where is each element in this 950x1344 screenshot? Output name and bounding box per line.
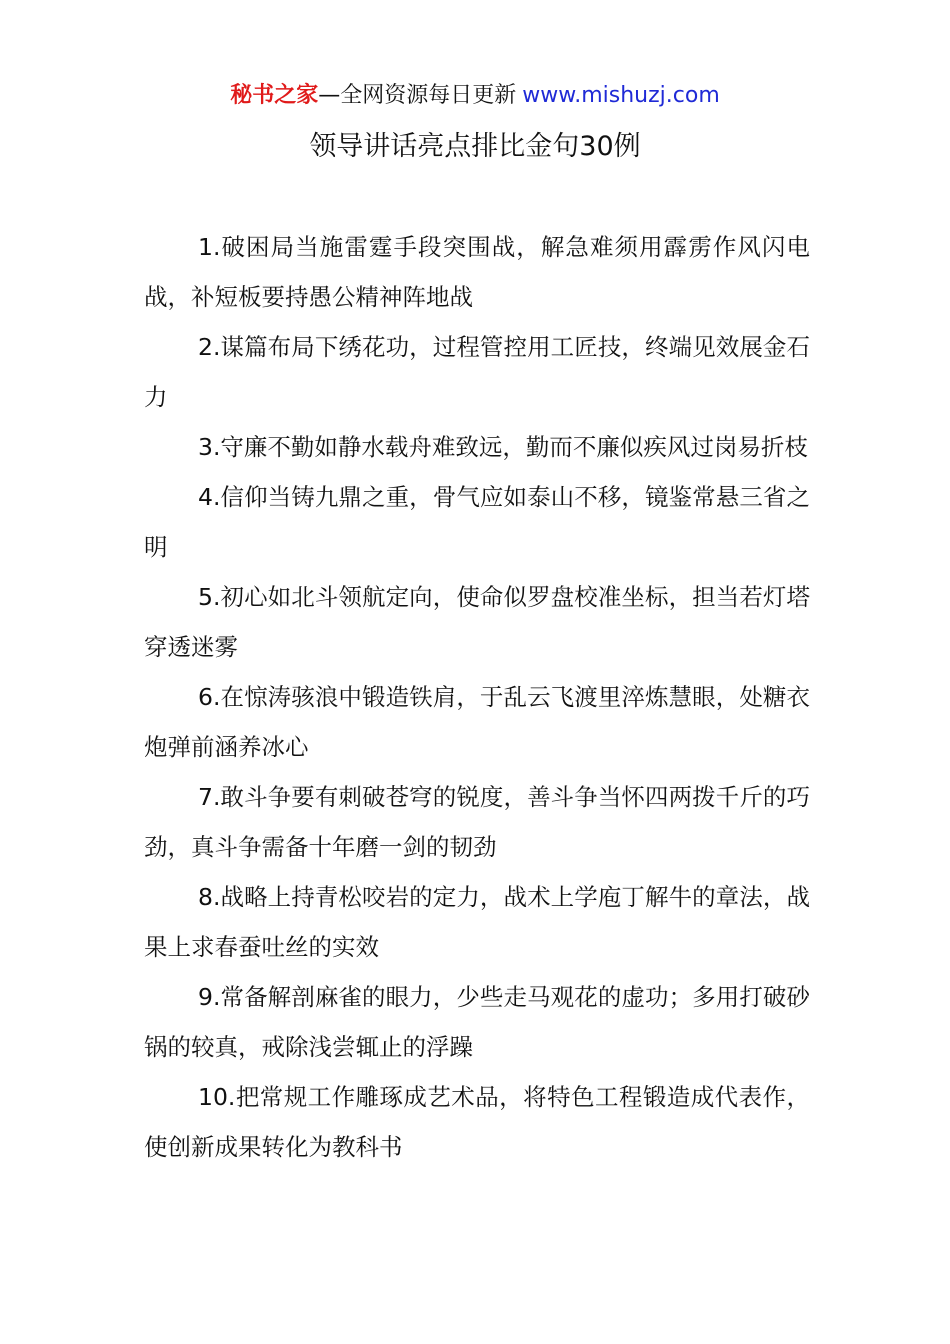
list-item: 2.谋篇布局下绣花功，过程管控用工匠技，终端见效展金石力 bbox=[144, 333, 810, 411]
list-item: 9.常备解剖麻雀的眼力，少些走马观花的虚功；多用打破砂锅的较真，戒除浅尝辄止的浮躁 bbox=[144, 983, 810, 1061]
header-tagline: —全网资源每日更新 bbox=[318, 83, 517, 108]
quote-list bbox=[144, 222, 810, 1172]
brand-name: 秘书之家 bbox=[230, 83, 319, 108]
list-item: 8.战略上持青松咬岩的定力，战术上学庖丁解牛的章法，战果上求春蚕吐丝的实效 bbox=[144, 883, 810, 961]
list-item: 5.初心如北斗领航定向，使命似罗盘校准坐标，担当若灯塔穿透迷雾 bbox=[144, 583, 810, 661]
list-item: 4.信仰当铸九鼎之重，骨气应如泰山不移，镜鉴常悬三省之明 bbox=[144, 483, 810, 561]
website-link[interactable]: www.mishuzj.com bbox=[522, 83, 720, 108]
list-item: 6.在惊涛骇浪中锻造铁肩，于乱云飞渡里淬炼慧眼，处糖衣炮弹前涵养冰心 bbox=[144, 683, 810, 761]
list-item: 7.敢斗争要有刺破苍穹的锐度，善斗争当怀四两拨千斤的巧劲，真斗争需备十年磨一剑的韧劲 bbox=[144, 783, 810, 861]
list-item: 3.守廉不勤如静水载舟难致远，勤而不廉似疾风过岗易折枝 bbox=[198, 433, 808, 461]
site-header bbox=[0, 80, 950, 112]
list-item: 10.把常规工作雕琢成艺术品，将特色工程锻造成代表作，使创新成果转化为教科书 bbox=[144, 1083, 810, 1161]
document-title: 领导讲话亮点排比金句30例 bbox=[309, 131, 641, 162]
list-item: 1.破困局当施雷霆手段突围战，解急难须用霹雳作风闪电战，补短板要持愚公精神阵地战 bbox=[144, 233, 810, 311]
